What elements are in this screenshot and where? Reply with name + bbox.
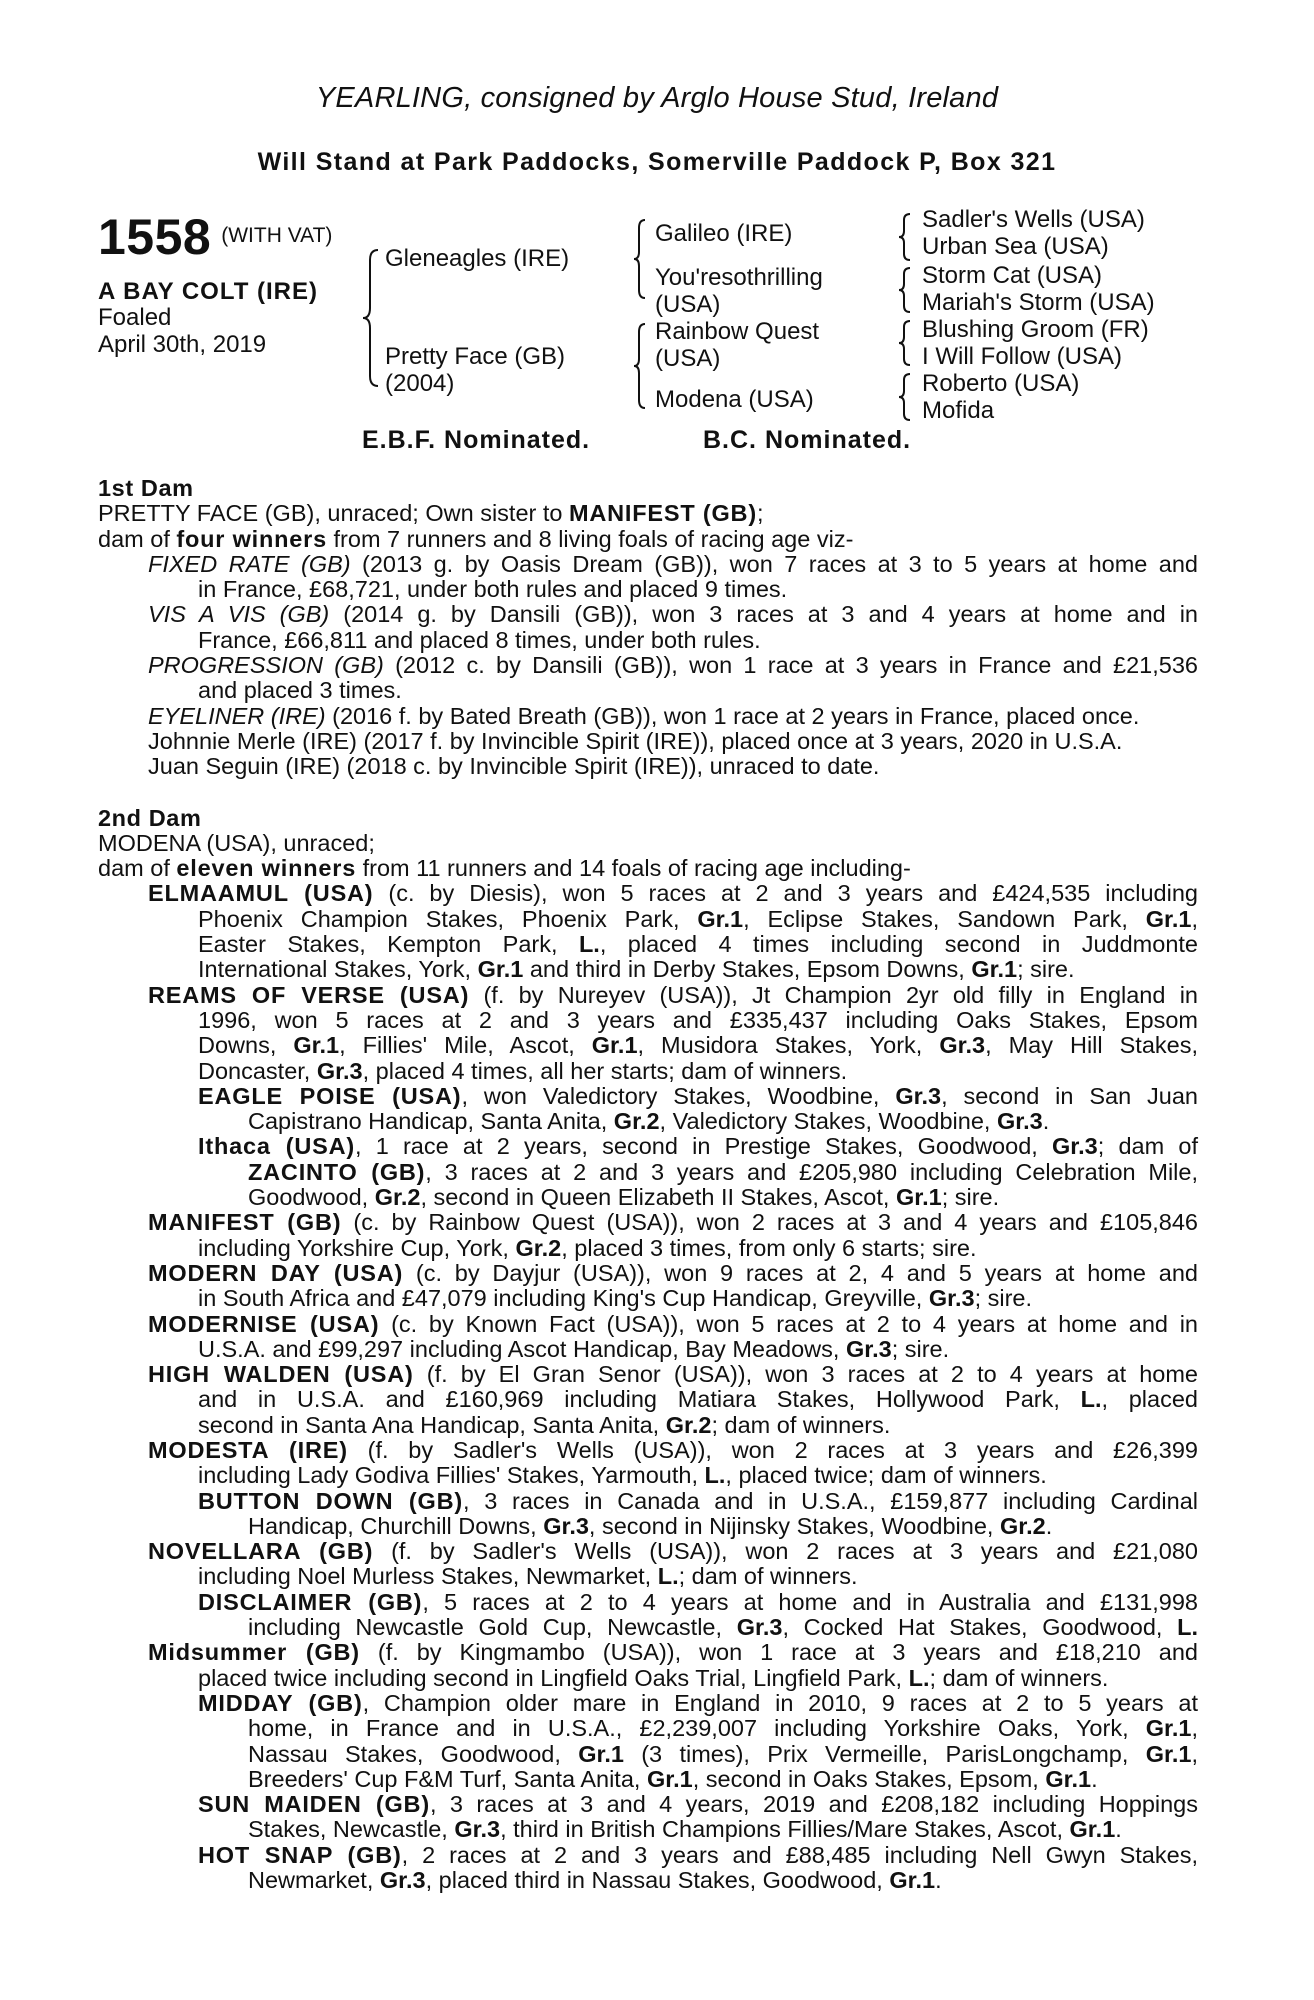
race-grade: Gr.1 xyxy=(697,905,744,932)
text-line xyxy=(98,1615,1198,1640)
text-line xyxy=(98,1413,1198,1438)
text-line xyxy=(98,1362,1198,1387)
text-line xyxy=(98,1539,1198,1564)
line-text: ; sire. xyxy=(941,1184,1000,1211)
line-text: , 2 races at 2 and 3 years and £88,485 including Nell Gwyn Stakes, xyxy=(401,1841,1198,1868)
line-text: (c. by Dayjur (USA)), won 9 races at 2, 4 and 5 years at home and xyxy=(403,1259,1198,1286)
line-text: and third in Derby Stakes, Epsom Downs, xyxy=(523,956,972,983)
first-dam-title: 1st Dam xyxy=(98,475,194,501)
line-text: , won Valedictory Stakes, Woodbine, xyxy=(461,1082,896,1109)
line-text: , 3 races at 3 and 4 years, 2019 and £208,182 including Hoppings xyxy=(429,1791,1198,1818)
line-text: , Musidora Stakes, York, xyxy=(637,1032,940,1059)
line-text: (2012 c. by Dansili (GB)), won 1 race at 3 years in France and £21,536 xyxy=(383,652,1198,679)
race-grade: Gr.2 xyxy=(374,1184,421,1211)
line-text: , Cocked Hat Stakes, Goodwood, xyxy=(782,1614,1178,1641)
pedigree-dam-sire: Rainbow Quest xyxy=(655,318,820,345)
line-text: , placed 4 times, all her starts; dam of winners. xyxy=(362,1057,848,1084)
pedigree-gen3-2: Urban Sea (USA) xyxy=(922,233,1109,260)
text-line xyxy=(98,1387,1198,1412)
race-grade: Gr.3 xyxy=(316,1057,363,1084)
pedigree-brace-g1 xyxy=(898,212,912,262)
horse-name: ELMAAMUL (USA) xyxy=(148,880,374,907)
race-grade: Gr.1 xyxy=(971,956,1018,983)
text-line xyxy=(98,1666,1198,1691)
line-text: Johnnie Merle (IRE) (2017 f. by Invincible Spirit (IRE)), placed once at 3 years, 2020 in U.S.A. xyxy=(148,727,1123,754)
line-text: , xyxy=(1191,1740,1198,1767)
race-grade: Gr.2 xyxy=(999,1512,1046,1539)
horse-name: MODERN DAY (USA) xyxy=(148,1259,404,1286)
text-line xyxy=(98,527,1198,552)
stand-location: Will Stand at Park Paddocks, Somerville Paddock P, Box 321 xyxy=(257,148,1057,176)
text-line xyxy=(98,881,1198,906)
line-text: Easter Stakes, Kempton Park, xyxy=(198,931,579,958)
line-text: Goodwood, xyxy=(248,1184,375,1211)
text-line xyxy=(98,1160,1198,1185)
section-spacer xyxy=(98,780,1198,806)
line-text: ; dam of winners. xyxy=(711,1411,891,1438)
line-text: , Eclipse Stakes, Sandown Park, xyxy=(743,905,1146,932)
line-text: ; dam of winners. xyxy=(929,1664,1109,1691)
text-line xyxy=(98,1337,1198,1362)
line-text: including Noel Murless Stakes, Newmarket, xyxy=(198,1563,658,1590)
horse-name: MODERNISE (USA) xyxy=(148,1310,380,1337)
text-line xyxy=(98,1286,1198,1311)
line-text: , xyxy=(1191,905,1198,932)
race-grade: Gr.1 xyxy=(1145,1715,1192,1742)
line-text: , Fillies' Mile, Ascot, xyxy=(339,1032,592,1059)
line-text: Nassau Stakes, Goodwood, xyxy=(248,1740,579,1767)
offspring-name: EYELINER (IRE) xyxy=(148,702,326,729)
text-line xyxy=(98,653,1198,678)
text-line xyxy=(98,1438,1198,1463)
pedigree-notes xyxy=(98,476,1198,1893)
line-text: . xyxy=(935,1867,942,1894)
line-text: , placed 3 times, from only 6 starts; sire. xyxy=(561,1234,977,1261)
pedigree-sire: Gleneagles (IRE) xyxy=(385,245,570,272)
line-text: . xyxy=(1045,1512,1053,1539)
line-text: including Lady Godiva Fillies' Stakes, Yarmouth, xyxy=(198,1462,705,1489)
text-line xyxy=(98,704,1198,729)
text-line xyxy=(98,856,1198,881)
line-text: 1996, won 5 races at 2 and 3 years and £335,437 including Oaks Stakes, Epsom xyxy=(198,1006,1198,1033)
race-grade: Gr.3 xyxy=(736,1614,783,1641)
text-line xyxy=(98,1742,1198,1767)
race-grade: L. xyxy=(1080,1386,1102,1413)
text-line xyxy=(98,1489,1198,1514)
line-text: (2016 f. by Bated Breath (GB)), won 1 race at 2 years in France, placed once. xyxy=(325,702,1140,729)
race-grade: Gr.2 xyxy=(665,1411,712,1438)
line-text: , Champion older mare in England in 2010, 9 races at 2 to 5 years at xyxy=(362,1689,1198,1716)
line-text: , second in Nijinsky Stakes, Woodbine, xyxy=(588,1512,1000,1539)
horse-name: EAGLE POISE (USA) xyxy=(198,1082,462,1109)
race-grade: Gr.3 xyxy=(928,1285,975,1312)
line-text: ; dam of xyxy=(1097,1133,1198,1160)
line-text: and placed 3 times. xyxy=(198,677,402,704)
race-grade: Gr.3 xyxy=(379,1867,426,1894)
line-text: from 7 runners and 8 living foals of racing age viz- xyxy=(327,525,854,552)
line-text: Handicap, Churchill Downs, xyxy=(248,1512,544,1539)
pedigree-dam-dam: Modena (USA) xyxy=(655,386,814,413)
text-line xyxy=(98,1868,1198,1893)
second-dam-section xyxy=(98,831,1198,1893)
pedigree-brace-main xyxy=(362,248,380,388)
line-text: Breeders' Cup F&M Turf, Santa Anita, xyxy=(248,1765,647,1792)
line-text: (f. by Nureyev (USA)), Jt Champion 2yr old filly in England in xyxy=(469,981,1198,1008)
line-text: (3 times), Prix Vermeille, ParisLongchamp, xyxy=(623,1740,1146,1767)
text-line xyxy=(98,1210,1198,1235)
text-line xyxy=(98,1817,1198,1842)
text-line xyxy=(98,602,1198,627)
race-grade: Gr.1 xyxy=(591,1032,638,1059)
text-line xyxy=(98,1134,1198,1159)
pedigree-brace-g4 xyxy=(898,372,912,422)
horse-name: ZACINTO (GB) xyxy=(248,1158,426,1185)
line-text: , 1 race at 2 years, second in Prestige Stakes, Goodwood, xyxy=(354,1133,1052,1160)
pedigree-gen3-1: Sadler's Wells (USA) xyxy=(922,206,1145,233)
pedigree-sire-dam-country: (USA) xyxy=(655,291,721,318)
lot-number: 1558 xyxy=(98,209,212,265)
line-text: (f. by El Gran Senor (USA)), won 3 races at 2 to 4 years at home xyxy=(413,1361,1198,1388)
text-line xyxy=(98,1463,1198,1488)
pedigree-brace-sire xyxy=(633,218,647,300)
text-line xyxy=(98,729,1198,754)
pedigree-brace-dam xyxy=(633,322,647,410)
line-text: , placed xyxy=(1101,1386,1198,1413)
line-text: Doncaster, xyxy=(198,1057,317,1084)
line-text: France, £66,811 and placed 8 times, under both rules. xyxy=(198,626,761,653)
line-text: , 5 races at 2 to 4 years at home and in Australia and £131,998 xyxy=(422,1588,1198,1615)
line-text: second in Santa Ana Handicap, Santa Anita, xyxy=(198,1411,666,1438)
ebf-nomination: E.B.F. Nominated. xyxy=(362,426,591,454)
horse-name: BUTTON DOWN (GB) xyxy=(198,1487,463,1514)
line-text: U.S.A. and £99,297 including Ascot Handicap, Bay Meadows, xyxy=(198,1335,846,1362)
pedigree-dam-sire-country: (USA) xyxy=(655,345,721,372)
line-text: ; dam of winners. xyxy=(678,1563,858,1590)
line-text: (2014 g. by Dansili (GB)), won 3 races at 3 and 4 years at home and in xyxy=(329,601,1198,628)
pedigree-sire-sire: Galileo (IRE) xyxy=(655,220,793,247)
horse-name: Ithaca (USA) xyxy=(198,1133,355,1160)
race-grade: L. xyxy=(578,931,600,958)
line-text: ; sire. xyxy=(891,1335,950,1362)
text-line xyxy=(98,1033,1198,1058)
first-dam-section xyxy=(98,501,1198,779)
horse-name: Midsummer (GB) xyxy=(148,1639,360,1666)
text-line xyxy=(98,983,1198,1008)
foaled-date: April 30th, 2019 xyxy=(98,331,267,358)
line-text: from 11 runners and 14 foals of racing age including- xyxy=(356,855,911,882)
horse-name: MANIFEST (GB) xyxy=(569,500,757,527)
line-text: Stakes, Newcastle, xyxy=(248,1816,455,1843)
race-grade: Gr.3 xyxy=(543,1512,589,1539)
pedigree-brace-g2 xyxy=(898,266,912,314)
text-line xyxy=(98,831,1198,856)
text-line xyxy=(98,628,1198,653)
race-grade: Gr.3 xyxy=(1052,1133,1098,1160)
race-grade: Gr.3 xyxy=(845,1335,892,1362)
line-text: . xyxy=(1042,1108,1050,1135)
text-line xyxy=(98,1109,1198,1134)
text-line xyxy=(98,907,1198,932)
line-text: , May Hill Stakes, xyxy=(985,1032,1198,1059)
line-text: , 3 races in Canada and in U.S.A., £159,877 including Cardinal xyxy=(463,1487,1198,1514)
line-text: Juan Seguin (IRE) (2018 c. by Invincible Spirit (IRE)), unraced to date. xyxy=(148,753,880,780)
pedigree-gen3-7: Roberto (USA) xyxy=(922,370,1080,397)
line-text: , second in Queen Elizabeth II Stakes, Ascot, xyxy=(420,1184,896,1211)
horse-name: DISCLAIMER (GB) xyxy=(198,1588,423,1615)
line-text: ; sire. xyxy=(974,1285,1033,1312)
race-grade: Gr.2 xyxy=(515,1234,562,1261)
race-grade: Gr.3 xyxy=(996,1108,1043,1135)
offspring-name: PROGRESSION (GB) xyxy=(148,652,384,679)
horse-name: four winners xyxy=(176,525,327,552)
pedigree-brace-g3 xyxy=(898,319,912,367)
colt-description: A BAY COLT (IRE) xyxy=(98,278,319,305)
line-text: (c. by Rainbow Quest (USA)), won 2 races at 3 and 4 years and £105,846 xyxy=(341,1209,1198,1236)
text-line xyxy=(98,552,1198,577)
line-text: , third in British Champions Fillies/Mare Stakes, Ascot, xyxy=(500,1816,1070,1843)
horse-name: HIGH WALDEN (USA) xyxy=(148,1361,414,1388)
pedigree-gen3-5: Blushing Groom (FR) xyxy=(922,316,1149,343)
line-text: (c. by Known Fact (USA)), won 5 races at 2 to 4 years at home and in xyxy=(379,1310,1198,1337)
text-line xyxy=(98,1767,1198,1792)
line-text: , placed third in Nassau Stakes, Goodwood, xyxy=(425,1867,890,1894)
pedigree-dam: Pretty Face (GB) xyxy=(385,343,566,370)
line-text: , second in Oaks Stakes, Epsom, xyxy=(692,1765,1046,1792)
pedigree-dam-year: (2004) xyxy=(385,370,455,397)
text-line xyxy=(98,1564,1198,1589)
race-grade: Gr.1 xyxy=(477,956,524,983)
line-text: International Stakes, York, xyxy=(198,956,478,983)
text-line xyxy=(98,577,1198,602)
text-line xyxy=(98,1590,1198,1615)
line-text: including Yorkshire Cup, York, xyxy=(198,1234,516,1261)
line-text: ; sire. xyxy=(1017,956,1075,983)
race-grade: L. xyxy=(704,1462,726,1489)
text-line xyxy=(98,932,1198,957)
horse-name: HOT SNAP (GB) xyxy=(198,1841,402,1868)
horse-name: MANIFEST (GB) xyxy=(148,1209,342,1236)
text-line xyxy=(98,957,1198,982)
line-text: MODENA (USA), unraced; xyxy=(98,829,375,856)
text-line xyxy=(98,1640,1198,1665)
line-text: Downs, xyxy=(198,1032,294,1059)
pedigree-gen3-8: Mofida xyxy=(922,397,995,424)
text-line xyxy=(98,678,1198,703)
race-grade: L. xyxy=(908,1664,930,1691)
horse-name: MIDDAY (GB) xyxy=(198,1689,363,1716)
race-grade: Gr.2 xyxy=(613,1108,660,1135)
race-grade: Gr.1 xyxy=(1145,1740,1192,1767)
pedigree-sire-dam: You'resothrilling xyxy=(655,264,823,291)
line-text: . xyxy=(1115,1816,1122,1843)
race-grade: Gr.1 xyxy=(895,1184,942,1211)
second-dam-title: 2nd Dam xyxy=(98,804,202,831)
line-text: , second in San Juan xyxy=(941,1082,1198,1109)
race-grade: L. xyxy=(657,1563,679,1590)
line-text: in South Africa and £47,079 including King's Cup Handicap, Greyville, xyxy=(198,1285,929,1312)
text-line xyxy=(98,1514,1198,1539)
text-line xyxy=(98,1008,1198,1033)
line-text: dam of xyxy=(98,525,177,552)
line-text: ; xyxy=(756,500,764,527)
pedigree-gen3-4: Mariah's Storm (USA) xyxy=(922,289,1155,316)
line-text: Phoenix Champion Stakes, Phoenix Park, xyxy=(198,905,698,932)
line-text: (f. by Sadler's Wells (USA)), won 2 races at 3 years and £26,399 xyxy=(347,1436,1199,1463)
line-text: home, in France and in U.S.A., £2,239,007 including Yorkshire Oaks, York, xyxy=(248,1715,1146,1742)
text-line xyxy=(98,1312,1198,1337)
horse-name: MODESTA (IRE) xyxy=(148,1436,348,1463)
text-line xyxy=(98,1185,1198,1210)
text-line xyxy=(98,1843,1198,1868)
race-grade: Gr.1 xyxy=(1145,905,1192,932)
line-text: (2013 g. by Oasis Dream (GB)), won 7 races at 3 to 5 years at home and xyxy=(350,550,1198,577)
line-text: placed twice including second in Lingfield Oaks Trial, Lingfield Park, xyxy=(198,1664,909,1691)
foaled-label: Foaled xyxy=(98,304,172,331)
horse-name: SUN MAIDEN (GB) xyxy=(198,1791,430,1818)
text-line xyxy=(98,1084,1198,1109)
line-text: , placed twice; dam of winners. xyxy=(725,1462,1047,1489)
race-grade: Gr.3 xyxy=(454,1816,501,1843)
race-grade: Gr.3 xyxy=(895,1082,942,1109)
horse-name: NOVELLARA (GB) xyxy=(148,1538,374,1565)
vat-label: (WITH VAT) xyxy=(221,224,333,247)
text-line xyxy=(98,1236,1198,1261)
text-line xyxy=(98,1792,1198,1817)
text-line xyxy=(98,501,1198,526)
text-line xyxy=(98,754,1198,779)
line-text: , xyxy=(1191,1715,1198,1742)
line-text: and in U.S.A. and £160,969 including Matiara Stakes, Hollywood Park, xyxy=(198,1386,1081,1413)
offspring-name: VIS A VIS (GB) xyxy=(148,601,330,628)
lot-heading xyxy=(98,208,332,266)
line-text: in France, £68,721, under both rules and placed 9 times. xyxy=(198,576,788,603)
line-text: including Newcastle Gold Cup, Newcastle, xyxy=(248,1614,737,1641)
race-grade: Gr.1 xyxy=(293,1032,340,1059)
pedigree-gen3-6: I Will Follow (USA) xyxy=(922,343,1123,370)
text-line xyxy=(98,1716,1198,1741)
race-grade: Gr.1 xyxy=(578,1740,624,1767)
text-line xyxy=(98,1261,1198,1286)
horse-name: eleven winners xyxy=(176,855,357,882)
line-text: , placed 4 times including second in Juddmonte xyxy=(599,931,1198,958)
race-grade: Gr.1 xyxy=(1069,1816,1116,1843)
race-grade: Gr.1 xyxy=(646,1765,693,1792)
line-text: Newmarket, xyxy=(248,1867,380,1894)
race-grade: Gr.3 xyxy=(939,1032,986,1059)
offspring-name: FIXED RATE (GB) xyxy=(148,550,351,577)
line-text: dam of xyxy=(98,855,177,882)
line-text: (c. by Diesis), won 5 races at 2 and 3 years and £424,535 including xyxy=(373,880,1198,907)
line-text: . xyxy=(1091,1765,1098,1792)
horse-name: REAMS OF VERSE (USA) xyxy=(148,981,470,1008)
text-line xyxy=(98,1691,1198,1716)
consignment-header: YEARLING, consigned by Arglo House Stud, Ireland xyxy=(315,82,999,114)
bc-nomination: B.C. Nominated. xyxy=(703,426,912,454)
line-text: (f. by Kingmambo (USA)), won 1 race at 3 years and £18,210 and xyxy=(359,1639,1198,1666)
line-text: Capistrano Handicap, Santa Anita, xyxy=(248,1108,614,1135)
line-text: (f. by Sadler's Wells (USA)), won 2 races at 3 years and £21,080 xyxy=(373,1538,1198,1565)
line-text: , Valedictory Stakes, Woodbine, xyxy=(659,1108,997,1135)
race-grade: Gr.1 xyxy=(889,1867,936,1894)
line-text: , 3 races at 2 and 3 years and £205,980 including Celebration Mile, xyxy=(425,1158,1198,1185)
line-text: PRETTY FACE (GB), unraced; Own sister to xyxy=(98,500,570,527)
pedigree-gen3-3: Storm Cat (USA) xyxy=(922,262,1103,289)
race-grade: L. xyxy=(1177,1614,1198,1641)
race-grade: Gr.1 xyxy=(1045,1765,1092,1792)
text-line xyxy=(98,1059,1198,1084)
